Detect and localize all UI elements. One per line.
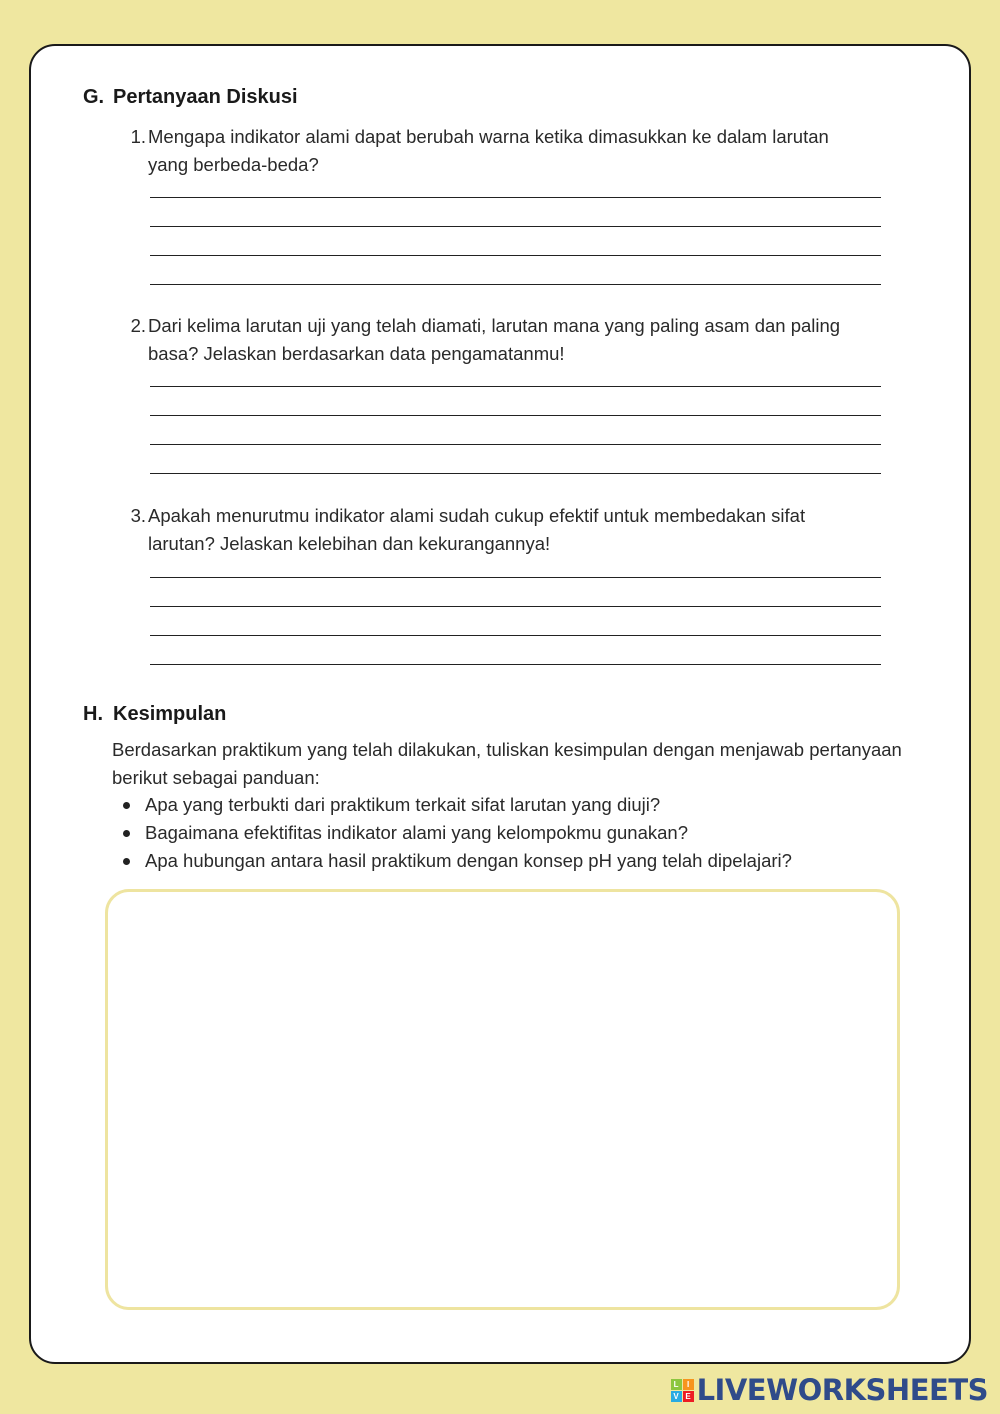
bullet-icon <box>123 858 130 865</box>
guide-item <box>112 791 912 819</box>
guide-question-list <box>112 791 912 875</box>
logo-tile-v: V <box>671 1391 682 1402</box>
question-3-number: 3. <box>130 505 146 526</box>
answer-line-q2-1[interactable] <box>150 386 881 387</box>
answer-line-q3-1[interactable] <box>150 577 881 578</box>
answer-line-q3-4[interactable] <box>150 664 881 665</box>
liveworksheets-brand <box>671 1372 988 1408</box>
bullet-icon <box>123 830 130 837</box>
bullet-icon <box>123 802 130 809</box>
logo-tile-i: I <box>683 1379 694 1390</box>
answer-line-q2-3[interactable] <box>150 444 881 445</box>
section-g-letter: G. <box>83 86 105 108</box>
guide-item-text: Bagaimana efektifitas indikator alami yang kelompokmu gunakan? <box>145 822 688 843</box>
conclusion-answer-box[interactable] <box>105 889 900 1310</box>
logo-tile-e: E <box>683 1391 694 1402</box>
liveworksheets-logo-icon <box>671 1379 694 1402</box>
guide-item-text: Apa yang terbukti dari praktikum terkait sifat larutan yang diuji? <box>145 794 661 815</box>
guide-item <box>112 819 912 847</box>
section-g-heading <box>83 86 298 109</box>
section-h-title: Kesimpulan <box>113 703 227 725</box>
question-2-text: Dari kelima larutan uji yang telah diamati, larutan mana yang paling asam dan paling basa? Jelaskan berdasarkan data pengamatanmu! <box>148 315 841 364</box>
guide-item <box>112 847 912 875</box>
answer-line-q1-4[interactable] <box>150 284 881 285</box>
section-g-title: Pertanyaan Diskusi <box>113 86 298 108</box>
answer-line-q2-4[interactable] <box>150 473 881 474</box>
question-1-number: 1. <box>130 126 146 147</box>
answer-line-q3-2[interactable] <box>150 606 881 607</box>
question-3 <box>118 502 878 558</box>
question-2 <box>118 312 878 368</box>
section-h-heading <box>83 703 226 726</box>
answer-line-q3-3[interactable] <box>150 635 881 636</box>
answer-line-q1-1[interactable] <box>150 197 881 198</box>
question-1-text: Mengapa indikator alami dapat berubah warna ketika dimasukkan ke dalam larutan yang berbeda-beda? <box>148 126 829 175</box>
logo-tile-l: L <box>671 1379 682 1390</box>
question-1 <box>118 123 878 179</box>
question-2-number: 2. <box>130 315 146 336</box>
answer-line-q2-2[interactable] <box>150 415 881 416</box>
section-h-letter: H. <box>83 703 103 725</box>
conclusion-instructions: Berdasarkan praktikum yang telah dilakukan, tuliskan kesimpulan dengan menjawab pertanyaan berikut sebagai panduan: <box>112 739 902 788</box>
question-3-text: Apakah menurutmu indikator alami sudah cukup efektif untuk membedakan sifat larutan? Jelaskan kelebihan dan kekurangannya! <box>148 505 806 554</box>
answer-line-q1-3[interactable] <box>150 255 881 256</box>
answer-line-q1-2[interactable] <box>150 226 881 227</box>
brand-name: LIVEWORKSHEETS <box>696 1373 988 1407</box>
guide-item-text: Apa hubungan antara hasil praktikum dengan konsep pH yang telah dipelajari? <box>145 850 792 871</box>
